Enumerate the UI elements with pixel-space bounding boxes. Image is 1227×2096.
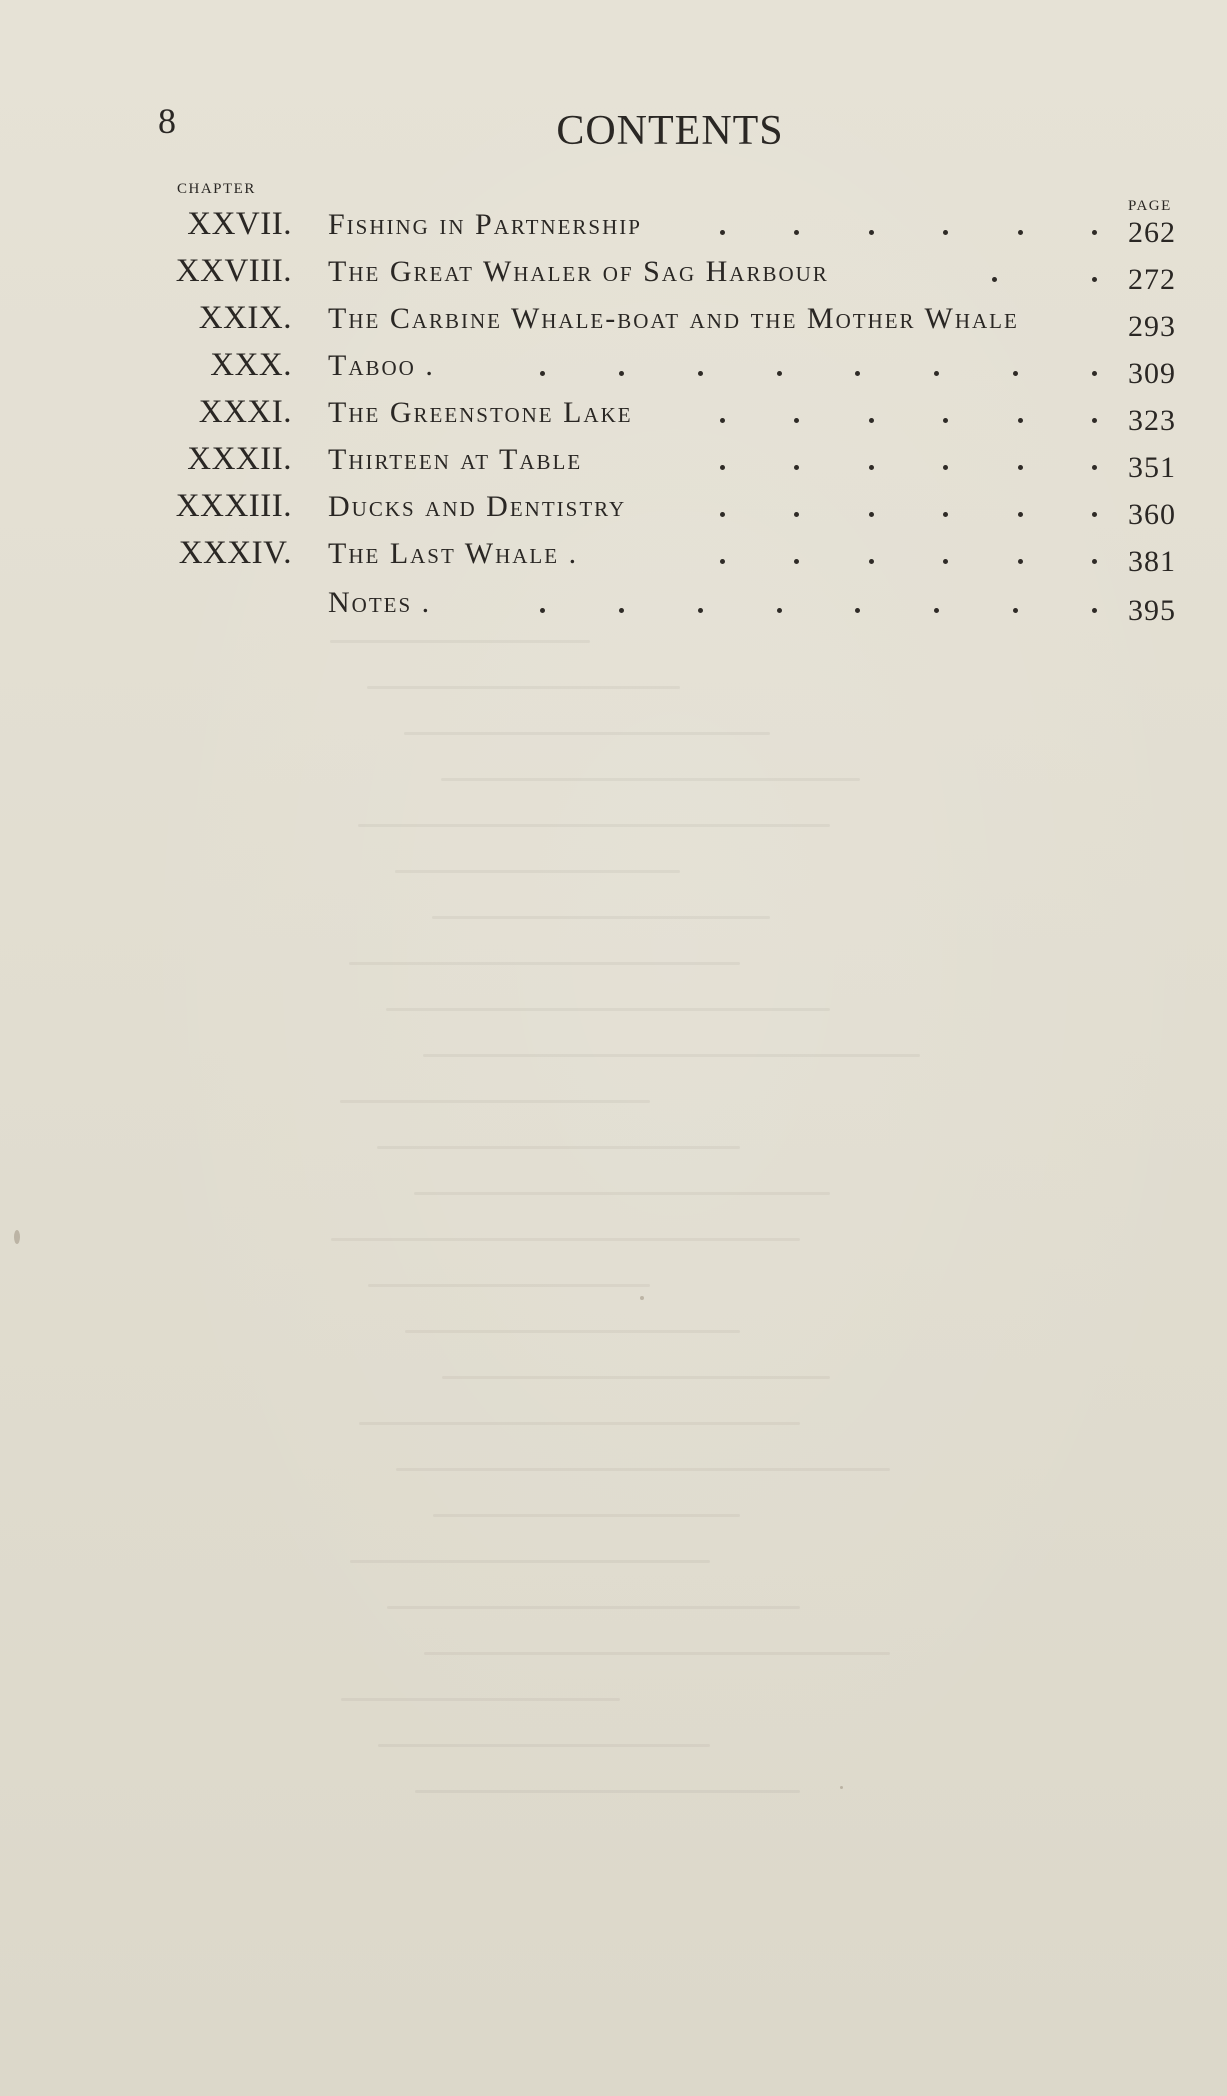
chapter-numeral: XXXIII. bbox=[175, 488, 292, 524]
leader-dot bbox=[943, 465, 948, 470]
show-through-line bbox=[432, 916, 770, 919]
chapter-title: Notes . bbox=[328, 586, 432, 619]
chapter-page: 351 bbox=[1128, 451, 1176, 484]
contents-entry[interactable] bbox=[0, 302, 1227, 352]
contents-entry[interactable] bbox=[0, 443, 1227, 493]
show-through-line bbox=[331, 1238, 800, 1241]
chapter-title: Ducks and Dentistry bbox=[328, 490, 627, 523]
leader-dot bbox=[540, 371, 545, 376]
leader-dot bbox=[698, 608, 703, 613]
show-through-line bbox=[405, 1330, 740, 1333]
contents-entry[interactable] bbox=[0, 208, 1227, 258]
chapter-numeral: XXIX. bbox=[198, 300, 292, 336]
chapter-page: 323 bbox=[1128, 404, 1176, 437]
leader-dot bbox=[869, 559, 874, 564]
chapter-title: Fishing in Partnership bbox=[328, 208, 642, 241]
leader-dot bbox=[720, 230, 725, 235]
chapter-page: 395 bbox=[1128, 594, 1176, 627]
contents-entry[interactable] bbox=[0, 586, 1227, 636]
page-number: 8 bbox=[158, 101, 176, 141]
chapter-column-label: CHAPTER bbox=[177, 181, 256, 197]
show-through-line bbox=[442, 1376, 830, 1379]
show-through-line bbox=[433, 1514, 740, 1517]
leader-dot bbox=[619, 371, 624, 376]
leader-dot bbox=[855, 608, 860, 613]
leader-dot bbox=[934, 608, 939, 613]
chapter-title: The Carbine Whale-boat and the Mother Whale bbox=[328, 302, 1019, 335]
chapter-title: The Last Whale . bbox=[328, 537, 579, 570]
leader-dot bbox=[1092, 230, 1097, 235]
leader-dot bbox=[1018, 230, 1023, 235]
chapter-numeral: XXXI. bbox=[198, 394, 292, 430]
chapter-title: Thirteen at Table bbox=[328, 443, 583, 476]
show-through-line bbox=[386, 1008, 830, 1011]
leader-dot bbox=[943, 418, 948, 423]
leader-dot bbox=[1013, 371, 1018, 376]
show-through-line bbox=[378, 1744, 710, 1747]
show-through-line bbox=[414, 1192, 830, 1195]
leader-dot bbox=[1092, 559, 1097, 564]
contents-entry[interactable] bbox=[0, 255, 1227, 305]
leader-dot bbox=[720, 465, 725, 470]
leader-dot bbox=[794, 465, 799, 470]
leader-dot bbox=[794, 559, 799, 564]
leader-dot bbox=[869, 230, 874, 235]
show-through-line bbox=[367, 686, 680, 689]
chapter-page: 272 bbox=[1128, 263, 1176, 296]
leader-dot bbox=[869, 418, 874, 423]
leader-dot bbox=[720, 559, 725, 564]
chapter-page: 293 bbox=[1128, 310, 1176, 343]
show-through-line bbox=[387, 1606, 800, 1609]
leader-dot bbox=[794, 230, 799, 235]
show-through-line bbox=[330, 640, 590, 643]
leader-dot bbox=[540, 608, 545, 613]
show-through-line bbox=[341, 1698, 620, 1701]
paper-speck bbox=[840, 1786, 843, 1789]
contents-entry[interactable] bbox=[0, 349, 1227, 399]
show-through-line bbox=[368, 1284, 650, 1287]
chapter-numeral: XXVII. bbox=[187, 206, 292, 242]
chapter-page: 309 bbox=[1128, 357, 1176, 390]
show-through-line bbox=[359, 1422, 800, 1425]
leader-dot bbox=[869, 465, 874, 470]
show-through-line bbox=[349, 962, 740, 965]
show-through-line bbox=[415, 1790, 800, 1793]
leader-dot bbox=[794, 418, 799, 423]
show-through-line bbox=[423, 1054, 920, 1057]
leader-dot bbox=[1018, 418, 1023, 423]
chapter-numeral: XXX. bbox=[210, 347, 292, 383]
contents-entry[interactable] bbox=[0, 396, 1227, 446]
leader-dot bbox=[777, 371, 782, 376]
leader-dot bbox=[794, 512, 799, 517]
chapter-numeral: XXVIII. bbox=[175, 253, 292, 289]
leader-dot bbox=[943, 230, 948, 235]
leader-dot bbox=[1092, 418, 1097, 423]
show-through-line bbox=[424, 1652, 890, 1655]
leader-dot bbox=[698, 371, 703, 376]
leader-dot bbox=[720, 418, 725, 423]
leader-dot bbox=[1092, 608, 1097, 613]
show-through-line bbox=[358, 824, 830, 827]
leader-dot bbox=[943, 512, 948, 517]
show-through-line bbox=[377, 1146, 740, 1149]
leader-dot bbox=[1092, 277, 1097, 282]
page-column-label: PAGE bbox=[1128, 198, 1172, 214]
leader-dot bbox=[1018, 512, 1023, 517]
leader-dot bbox=[619, 608, 624, 613]
leader-dot bbox=[943, 559, 948, 564]
paper-speck bbox=[640, 1296, 644, 1300]
chapter-title: The Greenstone Lake bbox=[328, 396, 633, 429]
leader-dot bbox=[992, 277, 997, 282]
leader-dot bbox=[1013, 608, 1018, 613]
running-title: CONTENTS bbox=[556, 108, 784, 154]
show-through-line bbox=[350, 1560, 710, 1563]
show-through-line bbox=[404, 732, 770, 735]
chapter-title: The Great Whaler of Sag Harbour bbox=[328, 255, 829, 288]
leader-dot bbox=[1018, 559, 1023, 564]
chapter-numeral: XXXIV. bbox=[178, 535, 292, 571]
leader-dot bbox=[934, 371, 939, 376]
chapter-numeral: XXXII. bbox=[187, 441, 292, 477]
show-through-line bbox=[395, 870, 680, 873]
chapter-page: 262 bbox=[1128, 216, 1176, 249]
contents-entry[interactable] bbox=[0, 490, 1227, 540]
chapter-title: Taboo . bbox=[328, 349, 435, 382]
contents-entry[interactable] bbox=[0, 537, 1227, 587]
show-through-line bbox=[441, 778, 860, 781]
chapter-page: 360 bbox=[1128, 498, 1176, 531]
leader-dot bbox=[855, 371, 860, 376]
leader-dot bbox=[720, 512, 725, 517]
leader-dot bbox=[777, 608, 782, 613]
paper-speck bbox=[14, 1230, 20, 1244]
show-through-line bbox=[340, 1100, 650, 1103]
leader-dot bbox=[1018, 465, 1023, 470]
leader-dot bbox=[1092, 371, 1097, 376]
leader-dot bbox=[1092, 465, 1097, 470]
leader-dot bbox=[1092, 512, 1097, 517]
leader-dot bbox=[869, 512, 874, 517]
show-through-line bbox=[396, 1468, 890, 1471]
chapter-page: 381 bbox=[1128, 545, 1176, 578]
